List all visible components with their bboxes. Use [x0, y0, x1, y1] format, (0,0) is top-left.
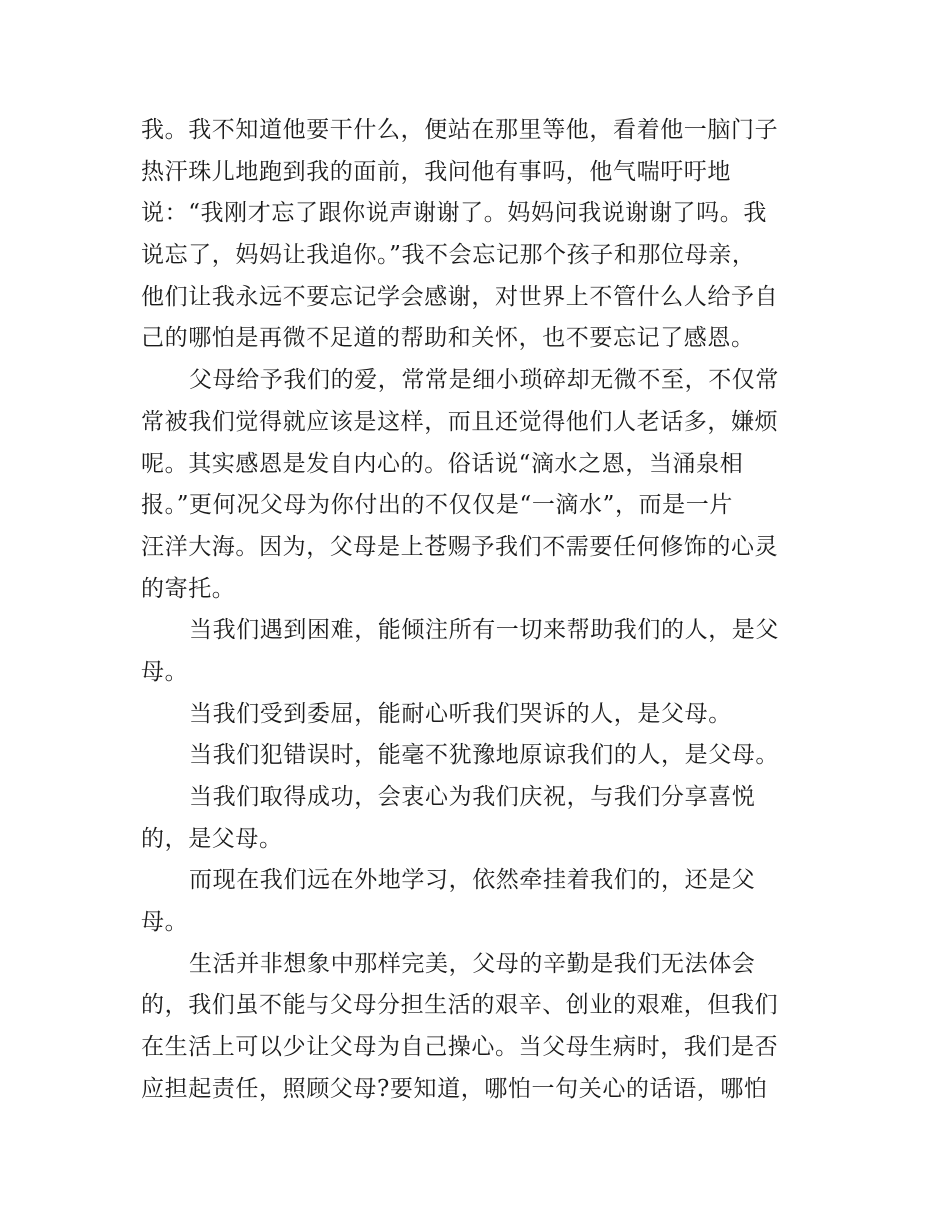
text-line: 他们让我永远不要忘记学会感谢，对世界上不管什么人给予自	[141, 283, 779, 310]
paragraph-first-line: 当我们取得成功，会衷心为我们庆祝，与我们分享喜悦	[189, 784, 756, 810]
text-line: 的寄托。	[141, 575, 236, 602]
text-line: 在生活上可以少让父母为自己操心。当父母生病时，我们是否	[141, 1034, 779, 1061]
text-line: 的，我们虽不能与父母分担生活的艰辛、创业的艰难，但我们	[141, 992, 779, 1019]
text-line: 的，是父母。	[141, 825, 283, 852]
text-line: 我。我不知道他要干什么，便站在那里等他，看着他一脑门子	[141, 117, 779, 143]
text-line: 报。”更何况父母为你付出的不仅仅是“一滴水”，而是一片	[141, 492, 733, 519]
paragraph-first-line: 生活并非想象中那样完美，父母的辛勤是我们无法体会	[189, 950, 756, 977]
text-line: 母。	[141, 658, 189, 685]
text-line: 己的哪怕是再微不足道的帮助和关怀，也不要忘记了感恩。	[141, 325, 755, 352]
paragraph-first-line: 当我们犯错误时，能毫不犹豫地原谅我们的人，是父母。	[189, 742, 779, 769]
document-body	[141, 110, 813, 1111]
text-line: 母。	[141, 909, 189, 936]
paragraph-first-line: 而现在我们远在外地学习，依然牵挂着我们的，还是父	[189, 867, 756, 894]
paragraph-first-line: 当我们遇到困难，能倾注所有一切来帮助我们的人，是父	[189, 617, 779, 644]
text-line: 汪洋大海。因为，父母是上苍赐予我们不需要任何修饰的心灵	[141, 533, 779, 560]
text-line: 常被我们觉得就应该是这样，而且还觉得他们人老话多，嫌烦	[141, 408, 779, 435]
text-line: 说：“我刚才忘了跟你说声谢谢了。妈妈问我说谢谢了吗。我	[141, 200, 767, 227]
paragraph-first-line: 当我们受到委屈，能耐心听我们哭诉的人，是父母。	[189, 700, 732, 727]
paragraph-first-line: 父母给予我们的爱，常常是细小琐碎却无微不至，不仅常	[189, 367, 779, 394]
text-line: 应担起责任，照顾父母?要知道，哪怕一句关心的话语，哪怕	[141, 1075, 768, 1102]
text-line: 热汗珠儿地跑到我的面前，我问他有事吗，他气喘吁吁地	[141, 158, 731, 185]
text-line: 说忘了，妈妈让我追你。”我不会忘记那个孩子和那位母亲，	[141, 242, 756, 269]
text-line: 呢。其实感恩是发自内心的。俗话说“滴水之恩，当涌泉相	[141, 450, 744, 477]
